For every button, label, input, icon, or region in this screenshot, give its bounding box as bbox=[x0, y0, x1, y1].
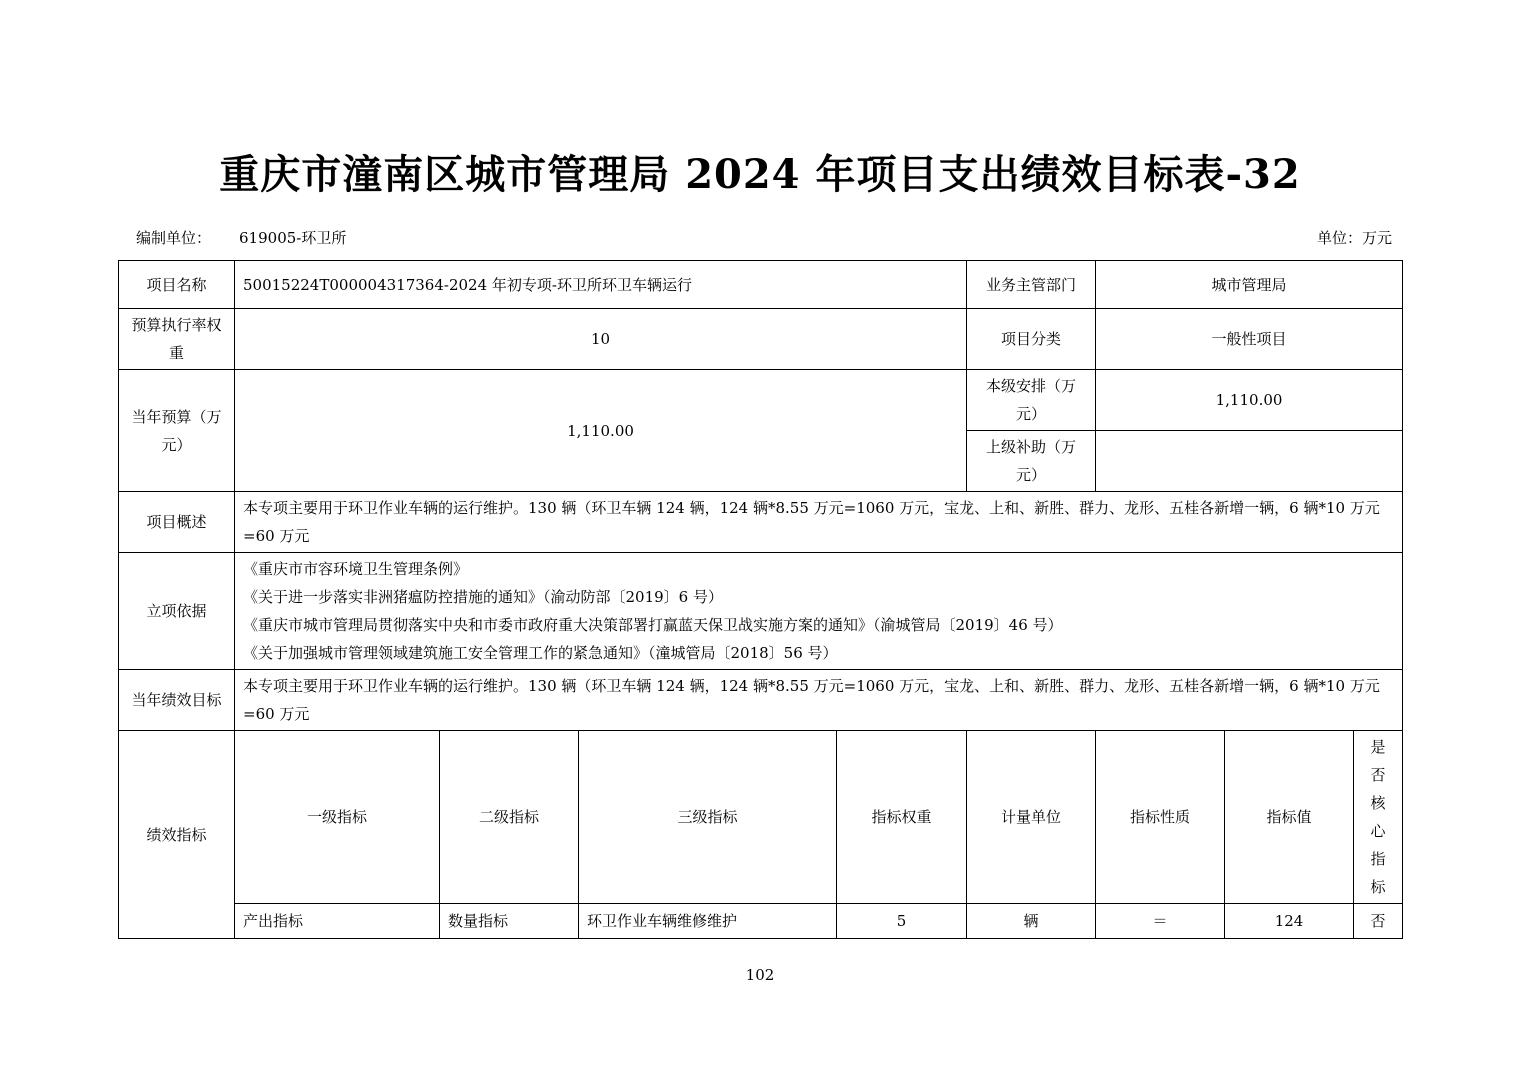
cell-level1: 产出指标 bbox=[235, 904, 440, 939]
cell-level3: 环卫作业车辆维修维护 bbox=[579, 904, 837, 939]
page-number: 102 bbox=[745, 966, 775, 984]
upper-funding-value bbox=[1096, 431, 1403, 492]
cell-nature: ＝ bbox=[1096, 904, 1225, 939]
overview-label: 项目概述 bbox=[119, 492, 235, 553]
indicator-header-row bbox=[119, 731, 1403, 904]
cell-unit: 辆 bbox=[967, 904, 1096, 939]
col-level3: 三级指标 bbox=[579, 731, 837, 904]
row-annual-budget bbox=[119, 370, 1403, 431]
basis-item: 《关于进一步落实非洲猪瘟防控措施的通知》（渝动防部〔2019〕6 号） bbox=[243, 588, 723, 606]
annual-budget-label: 当年预算（万元） bbox=[119, 370, 235, 492]
compiling-unit bbox=[136, 227, 346, 248]
project-name-label: 项目名称 bbox=[119, 261, 235, 309]
local-funding-label: 本级安排（万元） bbox=[967, 370, 1096, 431]
budget-rate-value: 10 bbox=[235, 309, 967, 370]
col-core-char: 心 bbox=[1370, 822, 1386, 840]
basis-list bbox=[235, 553, 1403, 670]
cell-value: 124 bbox=[1225, 904, 1354, 939]
row-overview bbox=[119, 492, 1403, 553]
col-level2: 二级指标 bbox=[440, 731, 579, 904]
page-title: 重庆市潼南区城市管理局 2024 年项目支出绩效目标表-32 bbox=[219, 151, 1301, 198]
basis-label: 立项依据 bbox=[119, 553, 235, 670]
col-core-char: 是 bbox=[1370, 738, 1386, 756]
overview-value: 本专项主要用于环卫作业车辆的运行维护。130 辆（环卫车辆 124 辆，124 辆*8.55 万元=1060 万元，宝龙、上和、新胜、群力、龙形、五桂各新增一辆，6 辆*10 万元=60 万元 bbox=[235, 492, 1403, 553]
row-budget-rate bbox=[119, 309, 1403, 370]
col-core bbox=[1354, 731, 1403, 904]
col-nature: 指标性质 bbox=[1096, 731, 1225, 904]
col-core-char: 核 bbox=[1370, 794, 1386, 812]
col-level1: 一级指标 bbox=[235, 731, 440, 904]
category-value: 一般性项目 bbox=[1096, 309, 1403, 370]
row-project-name bbox=[119, 261, 1403, 309]
goal-label: 当年绩效目标 bbox=[119, 670, 235, 731]
indicator-label: 绩效指标 bbox=[119, 731, 235, 939]
cell-weight: 5 bbox=[837, 904, 967, 939]
goal-value: 本专项主要用于环卫作业车辆的运行维护。130 辆（环卫车辆 124 辆，124 辆*8.55 万元=1060 万元，宝龙、上和、新胜、群力、龙形、五桂各新增一辆，6 辆*10 万元=60 万元 bbox=[235, 670, 1403, 731]
category-label: 项目分类 bbox=[967, 309, 1096, 370]
basis-item: 《重庆市城市管理局贯彻落实中央和市委市政府重大决策部署打赢蓝天保卫战实施方案的通知》（渝城管局〔2019〕46 号） bbox=[243, 616, 1063, 634]
performance-table bbox=[118, 260, 1403, 939]
col-value: 指标值 bbox=[1225, 731, 1354, 904]
project-name-value: 50015224T000004317364-2024 年初专项-环卫所环卫车辆运行 bbox=[235, 261, 967, 309]
dept-value: 城市管理局 bbox=[1096, 261, 1403, 309]
col-core-char: 否 bbox=[1370, 766, 1386, 784]
table-row bbox=[119, 904, 1403, 939]
compiling-unit-label: 编制单位： bbox=[136, 229, 212, 247]
annual-budget-value: 1,110.00 bbox=[235, 370, 967, 492]
row-goal bbox=[119, 670, 1403, 731]
upper-funding-label: 上级补助（万元） bbox=[967, 431, 1096, 492]
col-core-char: 标 bbox=[1370, 878, 1386, 896]
compiling-unit-value: 619005-环卫所 bbox=[239, 229, 347, 247]
basis-item: 《关于加强城市管理领域建筑施工安全管理工作的紧急通知》（潼城管局〔2018〕56 号） bbox=[243, 644, 838, 662]
local-funding-value: 1,110.00 bbox=[1096, 370, 1403, 431]
col-unit: 计量单位 bbox=[967, 731, 1096, 904]
cell-core: 否 bbox=[1354, 904, 1403, 939]
col-core-char: 指 bbox=[1370, 850, 1386, 868]
budget-rate-label: 预算执行率权重 bbox=[119, 309, 235, 370]
dept-label: 业务主管部门 bbox=[967, 261, 1096, 309]
row-basis bbox=[119, 553, 1403, 670]
col-weight: 指标权重 bbox=[837, 731, 967, 904]
basis-item: 《重庆市市容环境卫生管理条例》 bbox=[243, 560, 469, 578]
cell-level2: 数量指标 bbox=[440, 904, 579, 939]
currency-unit: 单位：万元 bbox=[1316, 229, 1392, 247]
